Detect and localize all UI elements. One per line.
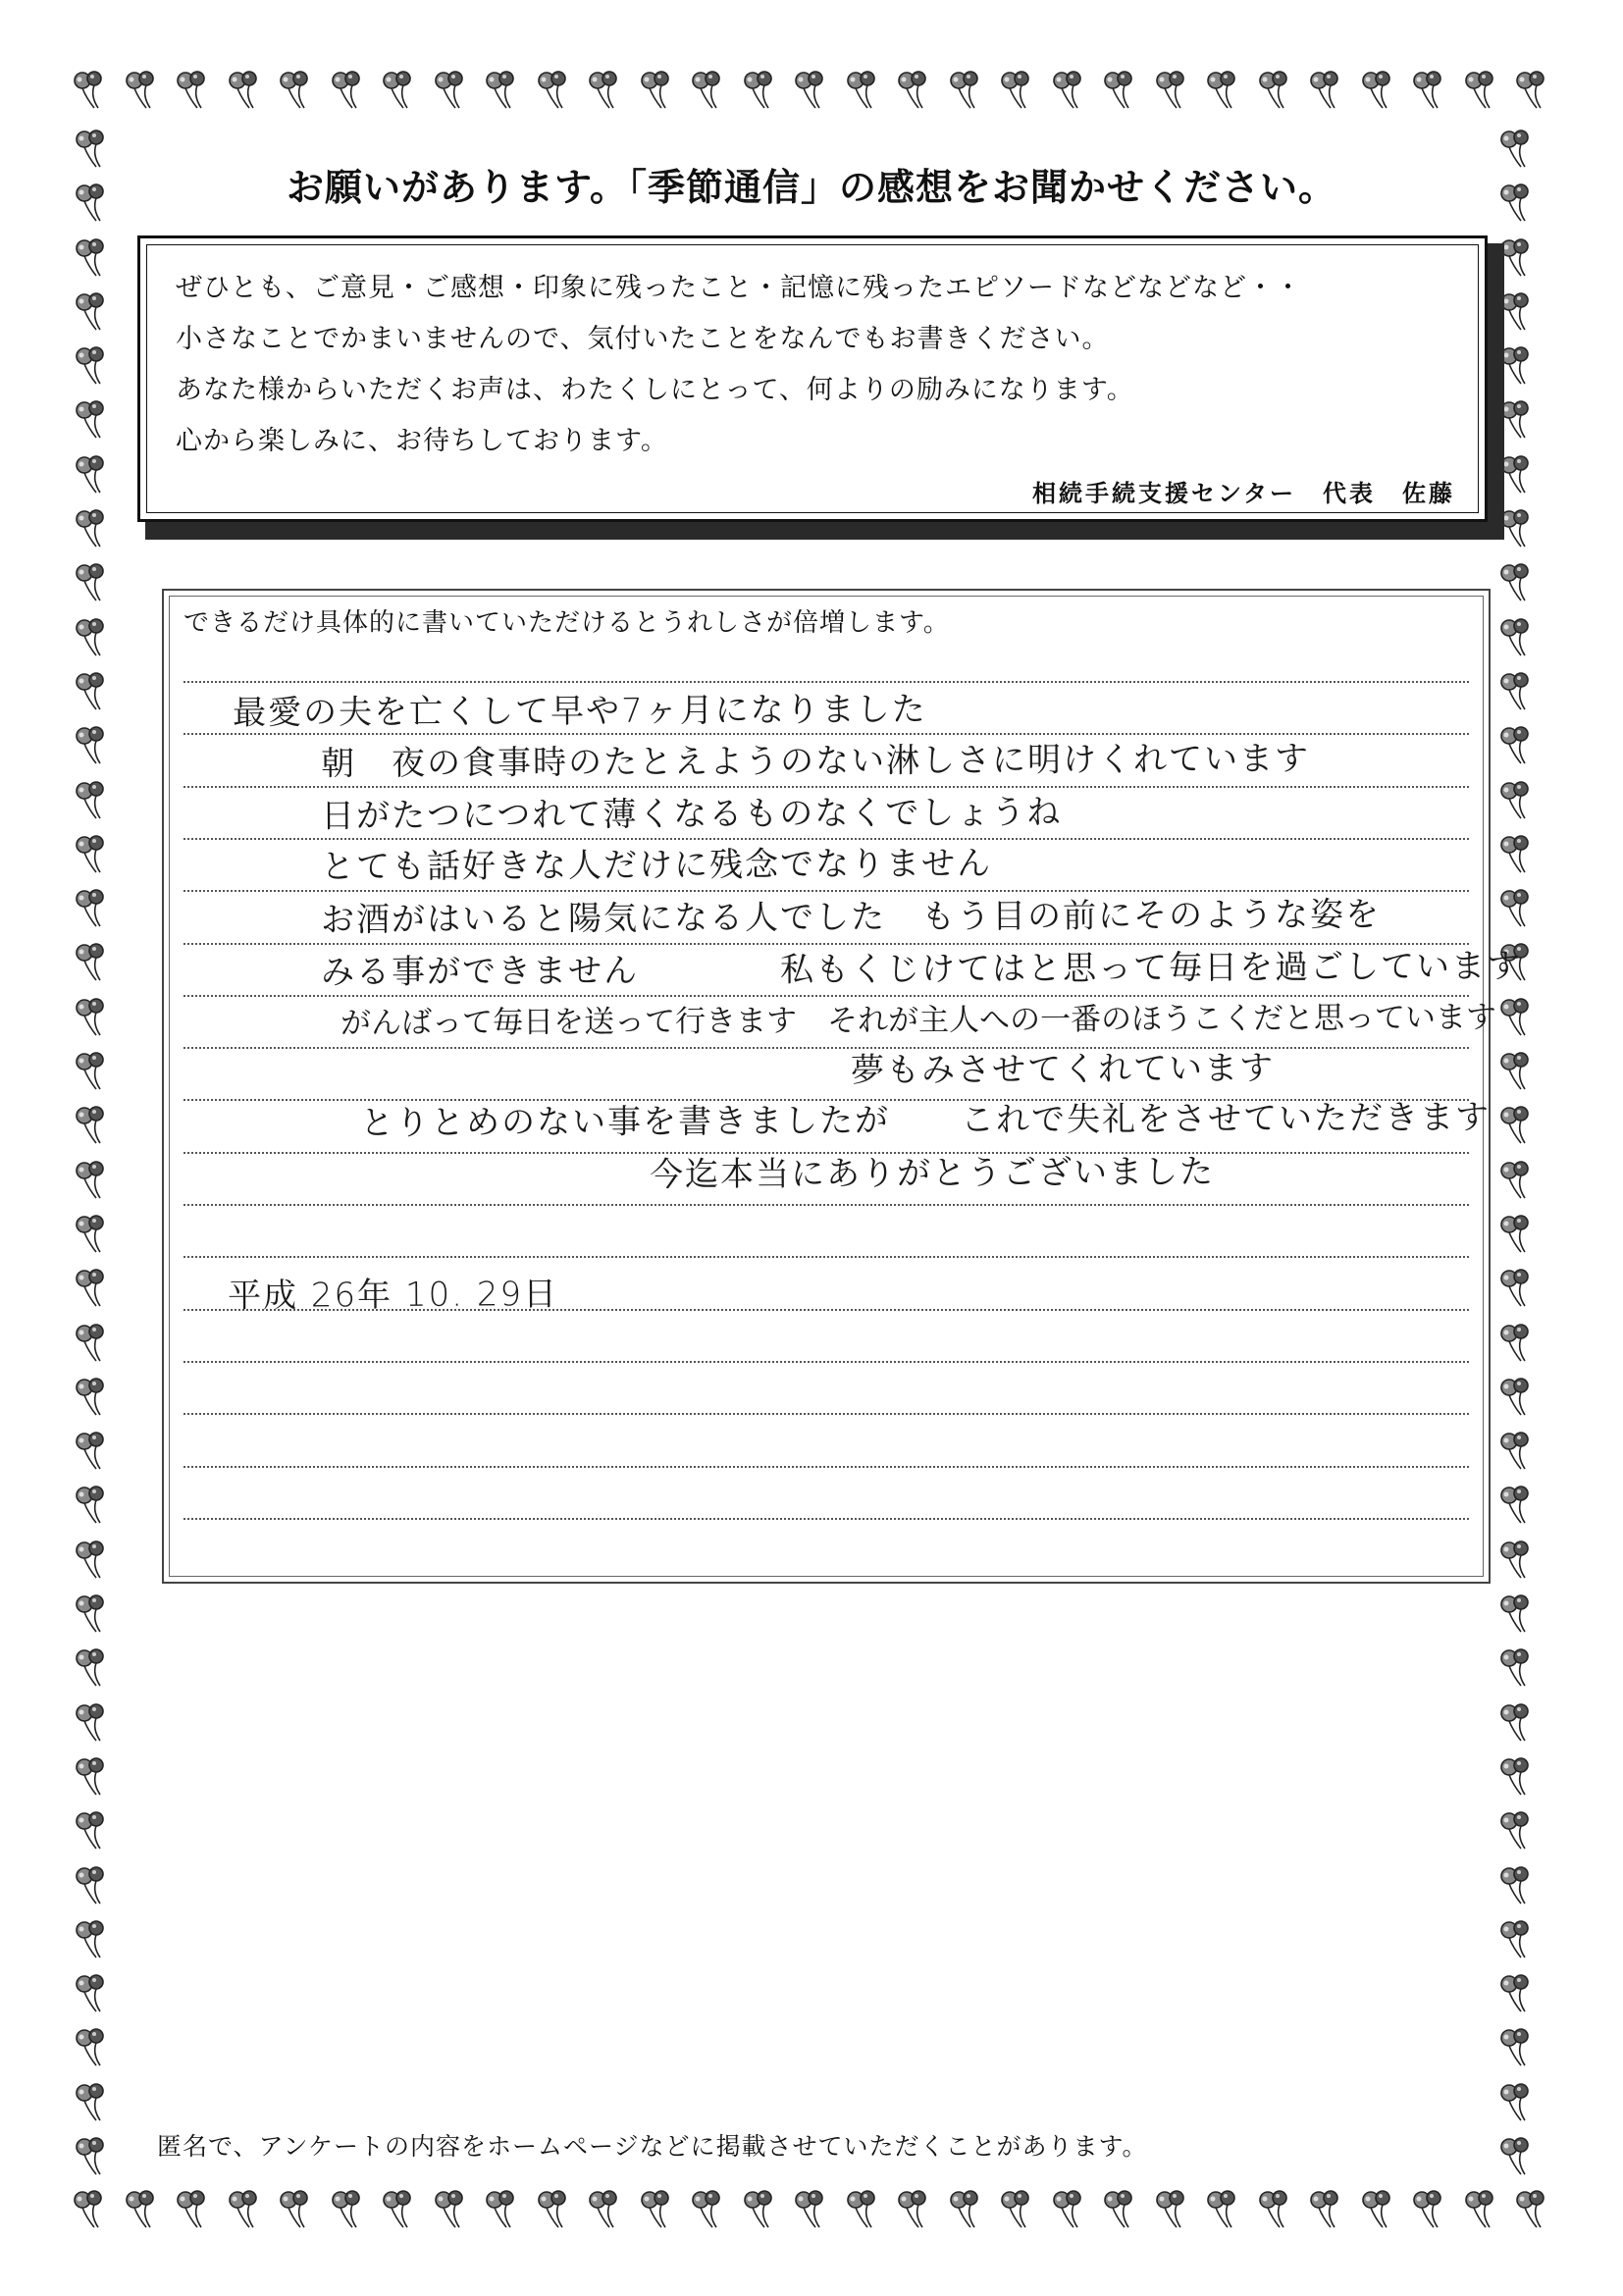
balloon-cluster-icon [1495, 1592, 1539, 1636]
balloon-cluster-icon [71, 1972, 114, 2015]
balloon-cluster-icon [121, 69, 164, 112]
ruled-line [183, 1361, 1469, 1363]
balloon-cluster-icon [1305, 2188, 1348, 2231]
balloon-cluster-icon [172, 69, 215, 112]
message-line-3: あなた様からいただくお声は、わたくしにとって、何よりの励みになります。 [176, 375, 1134, 405]
balloon-cluster-icon [996, 2188, 1039, 2231]
balloon-cluster-icon [71, 2081, 114, 2124]
balloon-cluster-icon [1495, 1104, 1539, 1147]
balloon-cluster-icon [1357, 69, 1400, 112]
balloon-cluster-icon [636, 69, 679, 112]
balloon-cluster-icon [1495, 724, 1539, 767]
balloon-cluster-icon [71, 833, 114, 876]
handwritten-date: 平成 26年 10. 29日 [227, 1275, 559, 1316]
balloon-cluster-icon [71, 344, 114, 388]
balloon-cluster-icon [893, 69, 936, 112]
balloon-cluster-icon [1511, 2188, 1554, 2231]
balloon-cluster-icon [790, 69, 833, 112]
balloon-cluster-icon [1495, 1159, 1539, 1202]
balloon-cluster-icon [224, 69, 267, 112]
balloon-cluster-icon [71, 2026, 114, 2069]
balloon-cluster-icon [71, 2135, 114, 2178]
balloon-cluster-icon [275, 69, 318, 112]
balloon-cluster-icon [687, 2188, 730, 2231]
balloon-cluster-icon [945, 69, 988, 112]
balloon-cluster-icon [1305, 69, 1348, 112]
balloon-cluster-icon [71, 1050, 114, 1093]
balloon-cluster-icon [71, 1159, 114, 1202]
balloon-cluster-icon [71, 1918, 114, 1961]
balloon-cluster-icon [1048, 69, 1091, 112]
handwriting-line-3: 日がたつにつれて薄くなるものなくでしょうね [320, 793, 1063, 836]
balloon-cluster-icon [1495, 1755, 1539, 1799]
ruled-line [183, 1466, 1469, 1468]
balloon-cluster-icon [71, 1646, 114, 1690]
handwriting-line-2: 朝 夜の食事時のたとえようのない淋しさに明けくれています [320, 739, 1311, 784]
balloon-cluster-icon [71, 670, 114, 713]
balloon-cluster-icon [1495, 1050, 1539, 1093]
balloon-cluster-icon [1202, 2188, 1245, 2231]
balloon-cluster-icon [1495, 1918, 1539, 1961]
balloon-cluster-icon [71, 941, 114, 984]
balloon-cluster-icon [584, 69, 627, 112]
balloon-cluster-icon [378, 69, 421, 112]
balloon-cluster-icon [224, 2188, 267, 2231]
balloon-cluster-icon [1495, 1267, 1539, 1310]
balloon-cluster-icon [327, 2188, 370, 2231]
balloon-cluster-icon [945, 2188, 988, 2231]
balloon-cluster-icon [1495, 2135, 1539, 2178]
balloon-cluster-icon [71, 616, 114, 659]
message-line-2: 小さなことでかまいませんので、気付いたことをなんでもお書きください。 [176, 324, 1110, 354]
balloon-cluster-icon [71, 1755, 114, 1799]
balloon-cluster-icon [71, 724, 114, 767]
balloon-cluster-icon [1408, 69, 1451, 112]
ruled-line [183, 1204, 1469, 1206]
balloon-cluster-icon [71, 507, 114, 550]
balloon-cluster-icon [481, 2188, 524, 2231]
balloon-cluster-icon [71, 1430, 114, 1473]
balloon-cluster-icon [71, 779, 114, 822]
balloon-cluster-icon [1495, 128, 1539, 171]
handwriting-line-5: お酒がはいると陽気になる人でした もう目の前にそのような姿を [320, 895, 1382, 940]
handwriting-line-8: 夢もみさせてくれています [850, 1048, 1276, 1091]
form-prompt: できるだけ具体的に書いていただけるとうれしさが倍増します。 [183, 608, 950, 638]
balloon-cluster-icon [1099, 2188, 1142, 2231]
balloon-cluster-icon [1495, 2026, 1539, 2069]
balloon-cluster-icon [1495, 1539, 1539, 1582]
balloon-cluster-icon [69, 69, 112, 112]
balloon-cluster-icon [1495, 616, 1539, 659]
balloon-cluster-icon [739, 69, 782, 112]
balloon-cluster-icon [71, 1592, 114, 1636]
balloon-cluster-icon [584, 2188, 627, 2231]
ruled-line [183, 1047, 1469, 1049]
handwriting-line-7: がんばって毎日を送って行きます それが主人への一番のほうこくだと思っています [340, 999, 1497, 1042]
balloon-cluster-icon [275, 2188, 318, 2231]
balloon-cluster-icon [1495, 182, 1539, 225]
balloon-cluster-icon [1202, 69, 1245, 112]
handwriting-line-9: とりとめのない事を書きましたが これで失礼をさせていただきます [359, 1097, 1492, 1144]
balloon-cluster-icon [1460, 2188, 1503, 2231]
signature: 相続手続支援センター 代表 佐藤 [1031, 479, 1455, 507]
balloon-cluster-icon [172, 2188, 215, 2231]
message-line-1: ぜひとも、ご意見・ご感想・印象に残ったこと・記憶に残ったエピソードなどなどなど・・ [176, 273, 1302, 303]
balloon-cluster-icon [1495, 1701, 1539, 1745]
balloon-cluster-icon [327, 69, 370, 112]
balloon-cluster-icon [1254, 69, 1297, 112]
decorative-border-left [71, 128, 126, 2178]
balloon-cluster-icon [1495, 1430, 1539, 1473]
handwriting-line-10: 今迄本当にありがとうございました [649, 1152, 1216, 1195]
balloon-cluster-icon [71, 290, 114, 334]
balloon-cluster-icon [1357, 2188, 1400, 2231]
balloon-cluster-icon [71, 398, 114, 442]
balloon-cluster-icon [71, 1701, 114, 1745]
balloon-cluster-icon [1495, 1864, 1539, 1907]
balloon-cluster-icon [69, 2188, 112, 2231]
balloon-cluster-icon [842, 2188, 885, 2231]
balloon-cluster-icon [1495, 561, 1539, 604]
balloon-cluster-icon [1495, 1646, 1539, 1690]
balloon-cluster-icon [1254, 2188, 1297, 2231]
balloon-cluster-icon [71, 1213, 114, 1256]
message-line-4: 心から楽しみに、お待ちしております。 [176, 426, 668, 456]
balloon-cluster-icon [378, 2188, 421, 2231]
balloon-cluster-icon [1460, 69, 1503, 112]
balloon-cluster-icon [71, 1104, 114, 1147]
ruled-line [183, 1256, 1469, 1258]
balloon-cluster-icon [1495, 1213, 1539, 1256]
page-title: お願いがあります。「季節通信」の感想をお聞かせください。 [287, 166, 1336, 209]
ruled-line [183, 1518, 1469, 1520]
balloon-cluster-icon [71, 1539, 114, 1582]
balloon-cluster-icon [533, 2188, 576, 2231]
balloon-cluster-icon [430, 69, 473, 112]
decorative-border-bottom [69, 2188, 1554, 2237]
balloon-cluster-icon [1495, 1322, 1539, 1365]
balloon-cluster-icon [1495, 779, 1539, 822]
comment-form [162, 589, 1523, 1584]
balloon-cluster-icon [1495, 670, 1539, 713]
balloon-cluster-icon [71, 453, 114, 496]
balloon-cluster-icon [1151, 69, 1194, 112]
balloon-cluster-icon [71, 1376, 114, 1419]
handwriting-line-4: とても話好きな人だけに残念でなりません [320, 844, 993, 887]
balloon-cluster-icon [687, 69, 730, 112]
ruled-line [183, 1413, 1469, 1415]
decorative-border-top [69, 69, 1554, 118]
balloon-cluster-icon [1048, 2188, 1091, 2231]
balloon-cluster-icon [71, 1809, 114, 1852]
message-box [137, 235, 1488, 522]
balloon-cluster-icon [533, 69, 576, 112]
balloon-cluster-icon [1495, 833, 1539, 876]
handwriting-line-6: みる事ができません 私もくじけてはと思って毎日を過ごしています [320, 946, 1523, 993]
balloon-cluster-icon [636, 2188, 679, 2231]
balloon-cluster-icon [71, 182, 114, 225]
balloon-cluster-icon [1495, 2081, 1539, 2124]
balloon-cluster-icon [71, 1864, 114, 1907]
balloon-cluster-icon [996, 69, 1039, 112]
footer-notice: 匿名で、アンケートの内容をホームページなどに掲載させていただくことがあります。 [157, 2132, 1148, 2161]
balloon-cluster-icon [71, 561, 114, 604]
balloon-cluster-icon [71, 1267, 114, 1310]
balloon-cluster-icon [1495, 996, 1539, 1039]
balloon-cluster-icon [1495, 1484, 1539, 1527]
balloon-cluster-icon [1495, 1809, 1539, 1852]
balloon-cluster-icon [739, 2188, 782, 2231]
balloon-cluster-icon [71, 1484, 114, 1527]
balloon-cluster-icon [1495, 1972, 1539, 2015]
balloon-cluster-icon [790, 2188, 833, 2231]
balloon-cluster-icon [121, 2188, 164, 2231]
balloon-cluster-icon [1408, 2188, 1451, 2231]
handwriting-line-1: 最愛の夫を亡くして早や7ヶ月になりました [232, 690, 927, 733]
balloon-cluster-icon [71, 1322, 114, 1365]
balloon-cluster-icon [842, 69, 885, 112]
balloon-cluster-icon [71, 996, 114, 1039]
balloon-cluster-icon [1511, 69, 1554, 112]
balloon-cluster-icon [430, 2188, 473, 2231]
balloon-cluster-icon [893, 2188, 936, 2231]
balloon-cluster-icon [71, 128, 114, 171]
balloon-cluster-icon [1151, 2188, 1194, 2231]
balloon-cluster-icon [71, 887, 114, 930]
balloon-cluster-icon [481, 69, 524, 112]
balloon-cluster-icon [1495, 887, 1539, 930]
balloon-cluster-icon [71, 236, 114, 280]
balloon-cluster-icon [1495, 1376, 1539, 1419]
balloon-cluster-icon [1099, 69, 1142, 112]
